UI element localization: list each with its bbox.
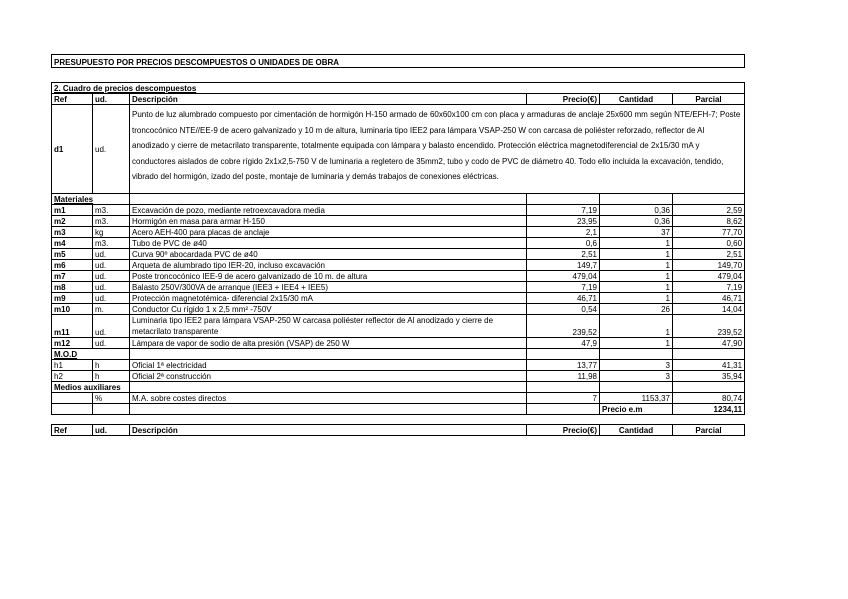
budget-sheet (51, 54, 744, 436)
row-parcial: 479,04 (673, 271, 745, 282)
row-parcial: 41,31 (673, 360, 745, 371)
row-cantidad: 1 (600, 238, 673, 249)
row-precio: 11,98 (527, 371, 600, 382)
row-ref: m1 (52, 205, 93, 216)
aux-cantidad: 1153,37 (600, 393, 673, 404)
footer-header-ud: ud. (93, 425, 130, 436)
row-ud: m3. (93, 205, 130, 216)
aux-label: Medios auxiliares (52, 382, 130, 393)
row-desc: Arqueta de alumbrado tipo IER-20, incluso excavación (130, 260, 527, 271)
row-precio: 0,54 (527, 304, 600, 315)
row-ref: m2 (52, 216, 93, 227)
row-ud: ud. (93, 271, 130, 282)
row-ud: m3. (93, 216, 130, 227)
row-ref: m3 (52, 227, 93, 238)
table-row (52, 338, 745, 349)
row-precio: 239,52 (527, 315, 600, 338)
row-desc: Curva 90º abocardada PVC de ø40 (130, 249, 527, 260)
row-parcial: 2,51 (673, 249, 745, 260)
row-cantidad: 1 (600, 249, 673, 260)
row-precio: 46,71 (527, 293, 600, 304)
table-row (52, 371, 745, 382)
row-cantidad: 1 (600, 315, 673, 338)
table-row (52, 249, 745, 260)
header-ref: Ref (52, 94, 93, 105)
footer-header-precio: Precio(€) (527, 425, 600, 436)
row-ref: m11 (52, 315, 93, 338)
mod-label-row (52, 349, 745, 360)
footer-header-ref: Ref (52, 425, 93, 436)
aux-row (52, 393, 745, 404)
row-precio: 2,51 (527, 249, 600, 260)
row-precio: 149,7 (527, 260, 600, 271)
header-row (52, 94, 745, 105)
item-ud: ud. (93, 105, 130, 194)
row-cantidad: 1 (600, 338, 673, 349)
row-precio: 2,1 (527, 227, 600, 238)
row-cantidad: 3 (600, 371, 673, 382)
row-ref: h2 (52, 371, 93, 382)
table-row (52, 293, 745, 304)
item-row (52, 105, 745, 194)
row-ref: m9 (52, 293, 93, 304)
header-ud: ud. (93, 94, 130, 105)
total-row (52, 404, 745, 415)
row-ref: m6 (52, 260, 93, 271)
row-ref: m10 (52, 304, 93, 315)
row-parcial: 149,70 (673, 260, 745, 271)
materiales-list (52, 205, 745, 315)
table-row (52, 216, 745, 227)
budget-table (51, 54, 745, 436)
row-precio: 23,95 (527, 216, 600, 227)
row-parcial: 77,70 (673, 227, 745, 238)
row-cantidad: 26 (600, 304, 673, 315)
footer-header-parcial: Parcial (673, 425, 745, 436)
row-desc: Luminaria tipo IEE2 para lámpara VSAP-250 W carcasa poliéster reflector de Al anodizado y cierre de metacrilato transparente (130, 315, 527, 338)
table-row (52, 360, 745, 371)
row-ref: m12 (52, 338, 93, 349)
header-cantidad: Cantidad (600, 94, 673, 105)
title-row (52, 55, 745, 68)
section-row (52, 83, 745, 94)
row-parcial: 35,94 (673, 371, 745, 382)
header-precio: Precio(€) (527, 94, 600, 105)
section-title: 2. Cuadro de precios descompuestos (52, 83, 745, 94)
row-cantidad: 1 (600, 260, 673, 271)
table-row (52, 315, 745, 338)
aux-desc: M.A. sobre costes directos (130, 393, 527, 404)
row-desc: Excavación de pozo, mediante retroexcavadora media (130, 205, 527, 216)
row-desc: Acero AEH-400 para placas de anclaje (130, 227, 527, 238)
row-parcial: 2,59 (673, 205, 745, 216)
row-ud: m. (93, 304, 130, 315)
table-row (52, 282, 745, 293)
header-desc: Descripción (130, 94, 527, 105)
item-ref: d1 (52, 105, 93, 194)
row-parcial: 7,19 (673, 282, 745, 293)
row-ud: ud. (93, 315, 130, 338)
spacer-row (52, 68, 745, 83)
row-cantidad: 3 (600, 360, 673, 371)
row-precio: 7,19 (527, 282, 600, 293)
row-precio: 0,6 (527, 238, 600, 249)
table-row (52, 260, 745, 271)
table-row (52, 227, 745, 238)
table-row (52, 271, 745, 282)
row-precio: 47,9 (527, 338, 600, 349)
row-cantidad: 37 (600, 227, 673, 238)
row-desc: Poste troncocónico IEE-9 de acero galvanizado de 10 m. de altura (130, 271, 527, 282)
row-ud: ud. (93, 249, 130, 260)
row-parcial: 47,90 (673, 338, 745, 349)
row-ref: m7 (52, 271, 93, 282)
aux-parcial: 80,74 (673, 393, 745, 404)
row-cantidad: 0,36 (600, 216, 673, 227)
row-ud: h (93, 371, 130, 382)
row-ud: ud. (93, 293, 130, 304)
row-desc: Oficial 2ª construcción (130, 371, 527, 382)
footer-header-desc: Descripción (130, 425, 527, 436)
row-precio: 7,19 (527, 205, 600, 216)
row-parcial: 8,62 (673, 216, 745, 227)
table-row (52, 304, 745, 315)
row-parcial: 46,71 (673, 293, 745, 304)
row-ud: ud. (93, 282, 130, 293)
row-desc: Balasto 250V/300VA de arranque (IEE3 + IEE4 + IEE5) (130, 282, 527, 293)
row-desc: Oficial 1ª electricidad (130, 360, 527, 371)
footer-header-cantidad: Cantidad (600, 425, 673, 436)
row-ud: kg (93, 227, 130, 238)
row-desc: Conductor Cu rígido 1 x 2,5 mm² -750V (130, 304, 527, 315)
row-ud: ud. (93, 260, 130, 271)
table-row (52, 205, 745, 216)
materiales-label-row (52, 194, 745, 205)
row-ud: h (93, 360, 130, 371)
footer-header-row (52, 425, 745, 436)
total-label: Precio e.m (600, 404, 673, 415)
materiales-label: Materiales (52, 194, 130, 205)
row-desc: Tubo de PVC de ø40 (130, 238, 527, 249)
row-cantidad: 1 (600, 282, 673, 293)
row-cantidad: 1 (600, 271, 673, 282)
aux-ud: % (93, 393, 130, 404)
row-precio: 479,04 (527, 271, 600, 282)
header-parcial: Parcial (673, 94, 745, 105)
page-title: PRESUPUESTO POR PRECIOS DESCOMPUESTOS O UNIDADES DE OBRA (52, 55, 745, 68)
row-ref: m5 (52, 249, 93, 260)
row-precio: 13,77 (527, 360, 600, 371)
row-parcial: 239,52 (673, 315, 745, 338)
row-cantidad: 1 (600, 293, 673, 304)
row-ud: m3. (93, 238, 130, 249)
mod-list (52, 360, 745, 382)
total-value: 1234,11 (673, 404, 745, 415)
row-parcial: 14,04 (673, 304, 745, 315)
row-ref: h1 (52, 360, 93, 371)
row-desc: Lámpara de vapor de sodio de alta presión (VSAP) de 250 W (130, 338, 527, 349)
row-ref: m4 (52, 238, 93, 249)
spacer-row (52, 415, 745, 425)
mod-label: M.O.D (52, 349, 130, 360)
row-ref: m8 (52, 282, 93, 293)
row-parcial: 0,60 (673, 238, 745, 249)
table-row (52, 238, 745, 249)
aux-precio: 7 (527, 393, 600, 404)
aux-label-row (52, 382, 745, 393)
row-desc: Protección magnetotémica- diferencial 2x15/30 mA (130, 293, 527, 304)
item-description: Punto de luz alumbrado compuesto por cimentación de hormigón H-150 armado de 60x60x100 cm con placa y armaduras de anclaje 25x600 mm según NTE/EFH-7; Poste troncocónico NTE//EE-9 de acero galvanizado y 10 m de altura, luminaria tipo IEE2 para lámpara VSAP-250 W con carcasa de poliéster reforzado, reflector de Al anodizado y cierre de metacrilato transparente, totalmente equipada con lámpara y balasto encendido. Protección eléctrica magnetodiferencial de 2x15/30 mA y conductores aislados de cobre rígido 2x1x2,5-750 V de luminaria a regletero de 35mm2, tubo y codo de PVC de diámetro 40. Todo ello incluida la excavación, tendido, vibrado del hormigón, izado del poste, montaje de luminaria y demás trabajos de conexiones eléctricas. (130, 105, 745, 194)
row-desc: Hormigón en masa para armar H-150 (130, 216, 527, 227)
row-cantidad: 0,36 (600, 205, 673, 216)
row-ud: ud. (93, 338, 130, 349)
